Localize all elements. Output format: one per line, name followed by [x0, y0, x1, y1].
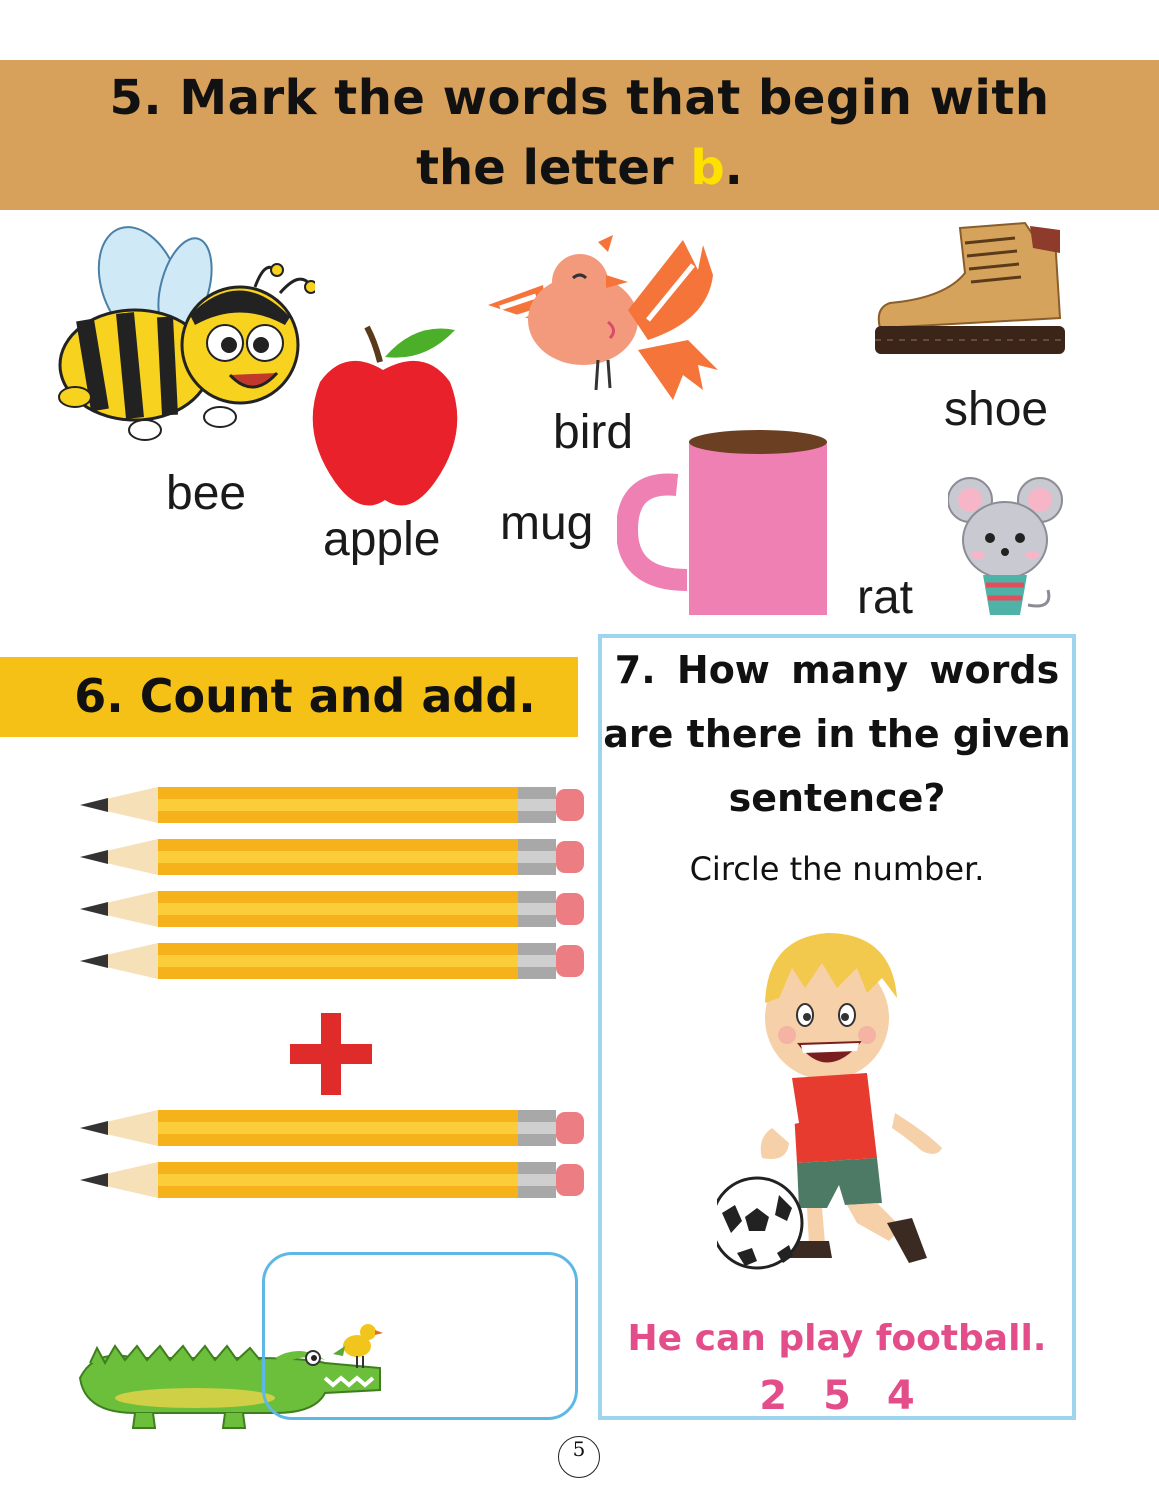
section7-box	[598, 634, 1076, 1420]
section7-title-line3: sentence?	[728, 776, 946, 820]
word-bee: bee	[166, 467, 247, 520]
section5-title-line1: 5. Mark the words that begin with	[109, 70, 1050, 126]
word-rat: rat	[857, 571, 914, 624]
pencil-icon	[80, 1108, 585, 1148]
pencil-icon	[80, 785, 585, 825]
section7-instruction: Circle the number.	[689, 850, 985, 888]
pencil-icon	[80, 837, 585, 877]
number-option[interactable]: 4	[886, 1373, 915, 1419]
pencil-group-second	[80, 1108, 585, 1212]
number-option[interactable]: 5	[823, 1373, 851, 1419]
number-option[interactable]: 2	[759, 1373, 788, 1419]
pencil-icon	[80, 941, 585, 981]
pencil-icon	[80, 1160, 585, 1200]
section6-banner	[0, 657, 578, 737]
section6-title: 6. Count and add.	[74, 669, 536, 723]
word-shoe: shoe	[944, 383, 1049, 436]
answer-box[interactable]	[262, 1252, 578, 1420]
section7-title-line1: 7. How many words	[614, 648, 1060, 692]
boy-football-illustration	[717, 923, 987, 1283]
section7-title-line2: are there in the given	[603, 712, 1071, 756]
bird-illustration	[488, 230, 728, 405]
section5-banner	[0, 60, 1159, 210]
page-number: 5	[558, 1436, 600, 1478]
word-bird: bird	[553, 406, 634, 459]
highlight-letter: b	[690, 140, 725, 196]
word-apple: apple	[323, 513, 441, 566]
bee-illustration	[25, 225, 315, 450]
section5-title-line2: the letter b.	[416, 140, 743, 196]
shoe-illustration	[875, 218, 1065, 363]
pencil-group-first	[80, 785, 585, 993]
mug-illustration	[617, 430, 832, 615]
pencil-icon	[80, 889, 585, 929]
word-mug: mug	[500, 497, 594, 550]
section7-sentence: He can play football.	[627, 1318, 1047, 1359]
plus-icon	[290, 1013, 372, 1095]
rat-illustration	[948, 470, 1063, 625]
number-options	[602, 1373, 1072, 1419]
apple-illustration	[305, 322, 465, 512]
